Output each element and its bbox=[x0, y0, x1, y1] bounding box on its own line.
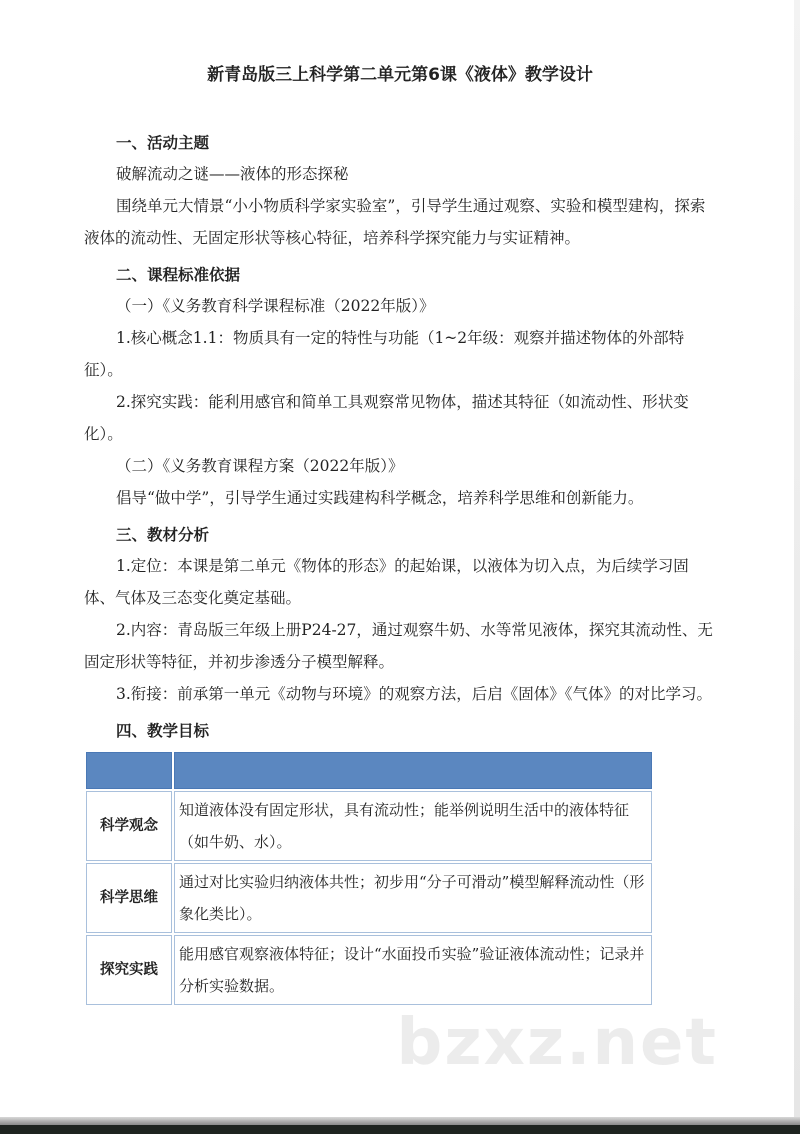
section-heading-4: 四、教学目标 bbox=[116, 722, 210, 740]
subheading: （一）《义务教育科学课程标准（2022年版）》 bbox=[116, 297, 435, 315]
document-body bbox=[84, 128, 718, 1079]
watermark: bzxz.net bbox=[396, 1006, 718, 1080]
paragraph: 3.衔接：前承第一单元《动物与环境》的观察方法，后启《固体》《气体》的对比学习。 bbox=[116, 685, 713, 703]
paragraph: 破解流动之谜——液体的形态探秘 bbox=[116, 165, 349, 183]
viewer-bottom-bar bbox=[0, 1117, 800, 1125]
page-edge bbox=[794, 0, 800, 1120]
section-heading-2: 二、课程标准依据 bbox=[116, 266, 241, 284]
paragraph: 2.内容：青岛版三年级上册P24-27，通过观察牛奶、水等常见液体，探究其流动性、无固定形状等特征，并初步渗透分子模型解释。 bbox=[84, 621, 713, 671]
paragraph: 1.定位：本课是第二单元《物体的形态》的起始课，以液体为切入点，为后续学习固体、气体及三态变化奠定基础。 bbox=[84, 557, 689, 607]
table-row: 探究实践 能用感官观察液体特征；设计“水面投币实验”验证液体流动性；记录并分析实验数据。 bbox=[86, 935, 652, 1005]
table-row: 科学观念 知道液体没有固定形状，具有流动性；能举例说明生活中的液体特征（如牛奶、水）。 bbox=[86, 791, 652, 861]
viewer-bottom-edge bbox=[0, 1125, 800, 1134]
section-heading-3: 三、教材分析 bbox=[116, 526, 210, 544]
objectives-table bbox=[84, 750, 654, 1007]
table-header-row bbox=[86, 752, 652, 789]
document-title: 新青岛版三上科学第二单元第6课《液体》教学设计 bbox=[207, 65, 593, 85]
paragraph: 1.核心概念1.1：物质具有一定的特性与功能（1~2年级：观察并描述物体的外部特征）。 bbox=[84, 329, 685, 379]
subheading: （二）《义务教育课程方案（2022年版）》 bbox=[116, 457, 404, 475]
section-heading-1: 一、活动主题 bbox=[116, 134, 210, 152]
table-row: 科学思维 通过对比实验归纳液体共性；初步用“分子可滑动”模型解释流动性（形象化类比）。 bbox=[86, 863, 652, 933]
paragraph: 围绕单元大情景“小小物质科学家实验室”，引导学生通过观察、实验和模型建构，探索液体的流动性、无固定形状等核心特征，培养科学探究能力与实证精神。 bbox=[84, 197, 706, 247]
paragraph: 倡导“做中学”，引导学生通过实践建构科学概念，培养科学思维和创新能力。 bbox=[116, 489, 644, 507]
paragraph: 2.探究实践：能利用感官和简单工具观察常见物体，描述其特征（如流动性、形状变化）。 bbox=[84, 393, 689, 443]
